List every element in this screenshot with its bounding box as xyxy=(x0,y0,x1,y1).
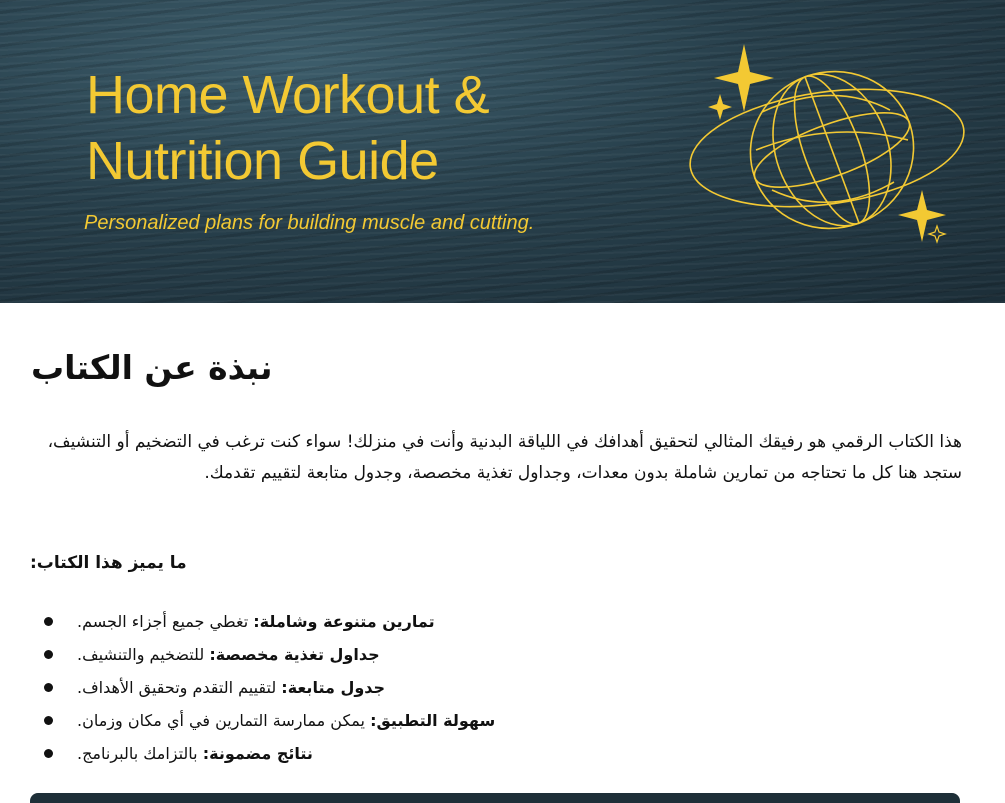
hero-subtitle: Personalized plans for building muscle and cutting. xyxy=(84,212,535,234)
feature-description: للتضخيم والتنشيف. xyxy=(77,645,205,664)
globe-with-sparkles-icon xyxy=(682,40,972,250)
hero-banner xyxy=(0,0,1005,303)
hero-title-line1: Home Workout & xyxy=(86,65,490,125)
feature-label: جدول متابعة: xyxy=(281,678,386,697)
section-title xyxy=(31,348,965,387)
about-title: نبذة عن الكتاب xyxy=(31,348,273,387)
about-section xyxy=(0,303,965,799)
feature-text xyxy=(77,711,495,730)
bullet-icon xyxy=(44,683,53,692)
feature-label: جداول تغذية مخصصة: xyxy=(209,645,380,664)
bullet-icon xyxy=(44,617,53,626)
bullet-icon xyxy=(44,716,53,725)
list-item xyxy=(44,671,644,704)
bullet-icon xyxy=(44,749,53,758)
feature-description: لتقييم التقدم وتحقيق الأهداف. xyxy=(77,678,277,697)
feature-label: تمارين متنوعة وشاملة: xyxy=(253,612,435,631)
list-item xyxy=(44,605,644,638)
list-item xyxy=(44,704,644,737)
feature-text xyxy=(77,645,380,664)
features-list xyxy=(44,605,644,770)
feature-text xyxy=(77,678,385,697)
list-item xyxy=(44,638,644,671)
features-heading: ما يميز هذا الكتاب: xyxy=(30,553,187,573)
hero-title xyxy=(86,62,606,194)
next-section-edge xyxy=(30,793,960,803)
feature-text xyxy=(77,744,313,763)
feature-description: بالتزامك بالبرنامج. xyxy=(77,744,198,763)
feature-label: نتائج مضمونة: xyxy=(202,744,313,763)
hero-title-line2: Nutrition Guide xyxy=(86,131,439,191)
intro-paragraph: هذا الكتاب الرقمي هو رفيقك المثالي لتحقيق أهدافك في اللياقة البدنية وأنت في منزلك! سواء كنت ترغب في التضخيم أو التنشيف، ستجد هنا كل ما تحتاجه من تمارين شاملة بدون معدات، وجداول تغذية مخصصة، وجدول متابعة لتقييم تقدمك. xyxy=(47,432,962,483)
feature-description: يمكن ممارسة التمارين في أي مكان وزمان. xyxy=(77,711,365,730)
feature-text xyxy=(77,612,435,631)
feature-label: سهولة التطبيق: xyxy=(370,711,496,730)
bullet-icon xyxy=(44,650,53,659)
feature-description: تغطي جميع أجزاء الجسم. xyxy=(77,612,249,631)
list-item xyxy=(44,737,644,770)
